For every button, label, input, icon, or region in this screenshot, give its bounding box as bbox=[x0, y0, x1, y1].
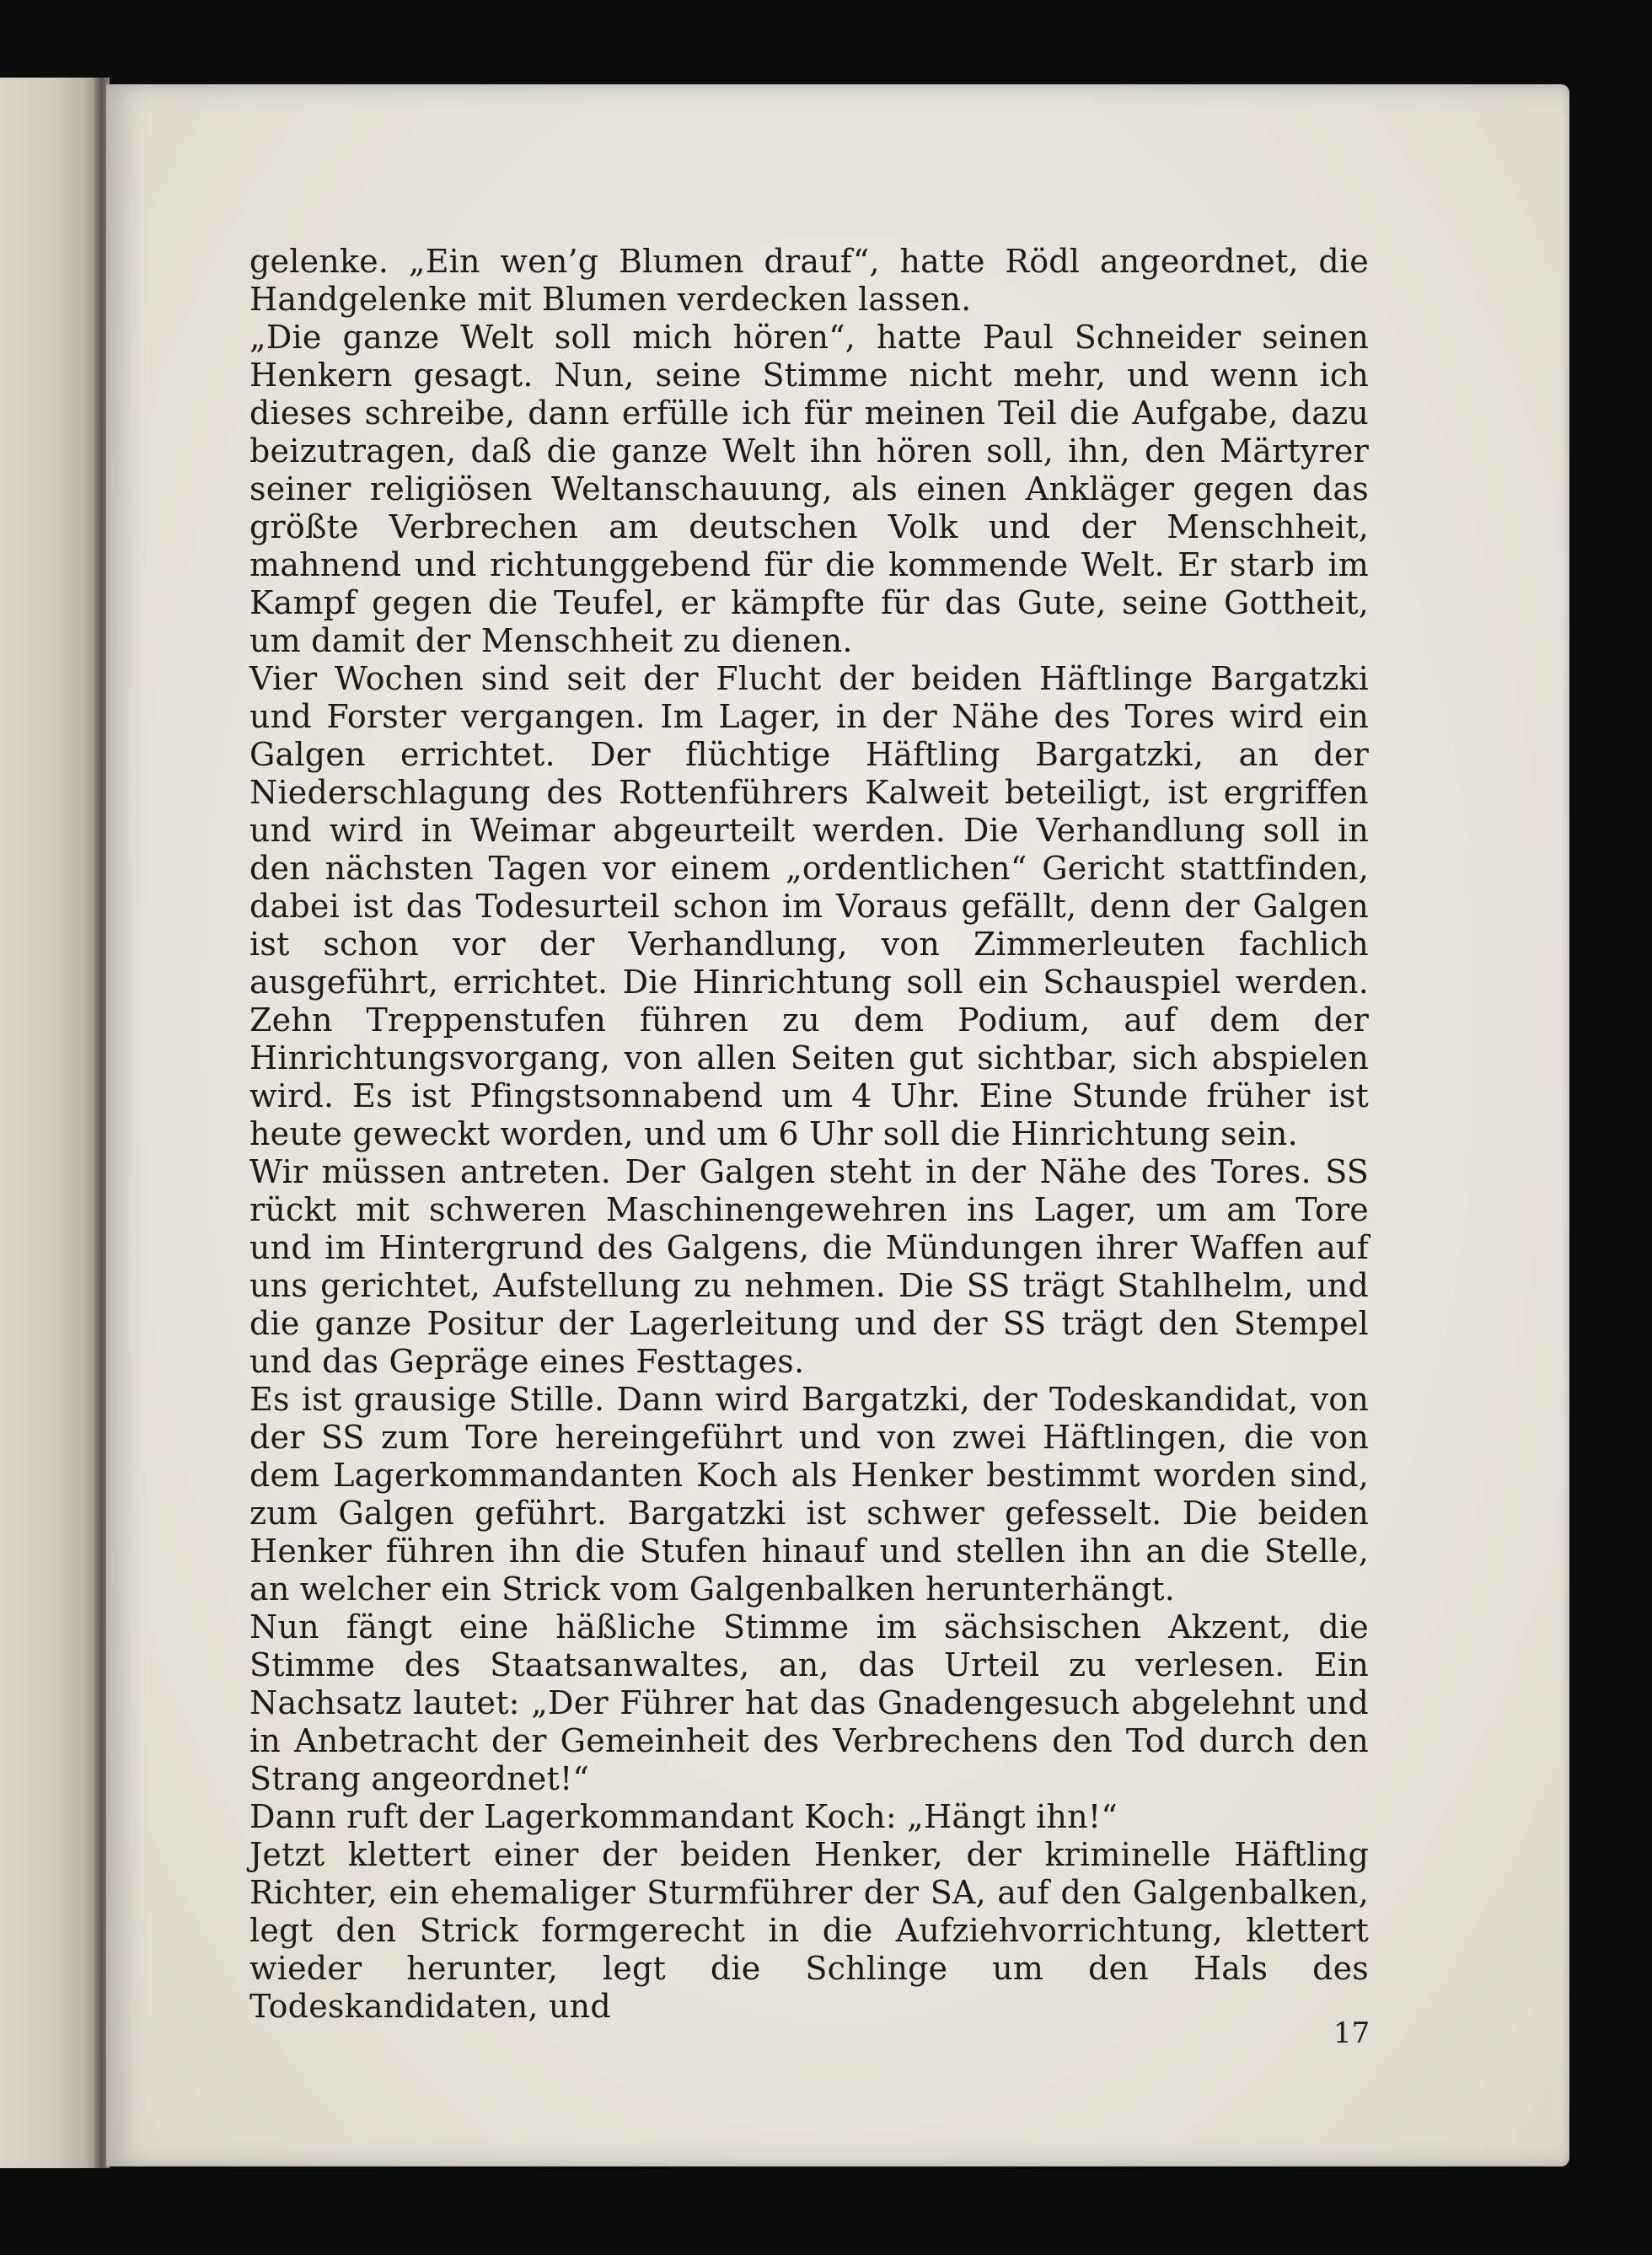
paragraph-7: Dann ruft der Lagerkommandant Koch: „Hängt ihn!“ bbox=[249, 1798, 1118, 1835]
paragraph-1: gelenke. „Ein wen’g Blumen drauf“, hatte Rödl angeordnet, die Handgelenke mit Blumen verdecken lassen. bbox=[249, 243, 1369, 318]
paragraph-5: Es ist grausige Stille. Dann wird Bargatzki, der Todeskandidat, von der SS zum Tore hereingeführt und von zwei Häftlingen, die von dem Lagerkommandanten Koch als Henker bestimmt worden sind, zum Galgen geführt. Bargatzki ist schwer gefesselt. Die beiden Henker führen ihn die Stufen hinauf und stellen ihn an die Stelle, an welcher ein Strick vom Galgenbalken herunterhängt. bbox=[249, 1381, 1369, 1608]
paragraph-6: Nun fängt eine häßliche Stimme im sächsischen Akzent, die Stimme des Staatsanwaltes, an, das Urteil zu verlesen. Ein Nachsatz lautet: „Der Führer hat das Gnadengesuch abgelehnt und in Anbetracht der Gemeinheit des Verbrechens den Tod durch den Strang angeordnet!“ bbox=[249, 1608, 1369, 1797]
body-text bbox=[249, 243, 1369, 2026]
paragraph-3: Vier Wochen sind seit der Flucht der beiden Häftlinge Bargatzki und Forster vergangen. Im Lager, in der Nähe des Tores wird ein Galgen errichtet. Der flüchtige Häftling Bargatzki, an der Niederschlagung des Rottenführers Kalweit beteiligt, ist ergriffen und wird in Weimar abgeurteilt werden. Die Verhandlung soll in den nächsten Tagen vor einem „ordentlichen“ Gericht stattfinden, dabei ist das Todesurteil schon im Voraus gefällt, denn der Galgen ist schon vor der Verhandlung, von Zimmerleuten fachlich ausgeführt, errichtet. Die Hinrichtung soll ein Schauspiel werden. Zehn Treppenstufen führen zu dem Podium, auf dem der Hinrichtungsvorgang, von allen Seiten gut sichtbar, sich abspielen wird. Es ist Pfingstsonnabend um 4 Uhr. Eine Stunde früher ist heute geweckt worden, und um 6 Uhr soll die Hinrichtung sein. bbox=[249, 660, 1369, 1152]
page-number: 17 bbox=[1333, 2016, 1370, 2050]
paragraph-4: Wir müssen antreten. Der Galgen steht in der Nähe des Tores. SS rückt mit schweren Maschinengewehren ins Lager, um am Tore und im Hintergrund des Galgens, die Mündungen ihrer Waffen auf uns gerichtet, Aufstellung zu nehmen. Die SS trägt Stahlhelm, und die ganze Positur der Lagerleitung und der SS trägt den Stempel und das Gepräge eines Festtages. bbox=[249, 1153, 1369, 1380]
paragraph-8: Jetzt klettert einer der beiden Henker, der kriminelle Häftling Richter, ein ehemaliger Sturmführer der SA, auf den Galgenbalken, legt den Strick formgerecht in die Aufziehvorrichtung, klettert wieder herunter, legt die Schlinge um den Hals des Todeskandidaten, und bbox=[249, 1836, 1369, 2025]
facing-page-edge bbox=[0, 78, 99, 2168]
paragraph-2: „Die ganze Welt soll mich hören“, hatte Paul Schneider seinen Henkern gesagt. Nun, seine Stimme nicht mehr, und wenn ich dieses schreibe, dann erfülle ich für meinen Teil die Aufgabe, dazu beizutragen, daß die ganze Welt ihn hören soll, ihn, den Märtyrer seiner religiösen Weltanschauung, als einen Ankläger gegen das größte Verbrechen am deutschen Volk und der Menschheit, mahnend und richtunggebend für die kommende Welt. Er starb im Kampf gegen die Teufel, er kämpfte für das Gute, seine Gottheit, um damit der Menschheit zu dienen. bbox=[249, 319, 1369, 659]
